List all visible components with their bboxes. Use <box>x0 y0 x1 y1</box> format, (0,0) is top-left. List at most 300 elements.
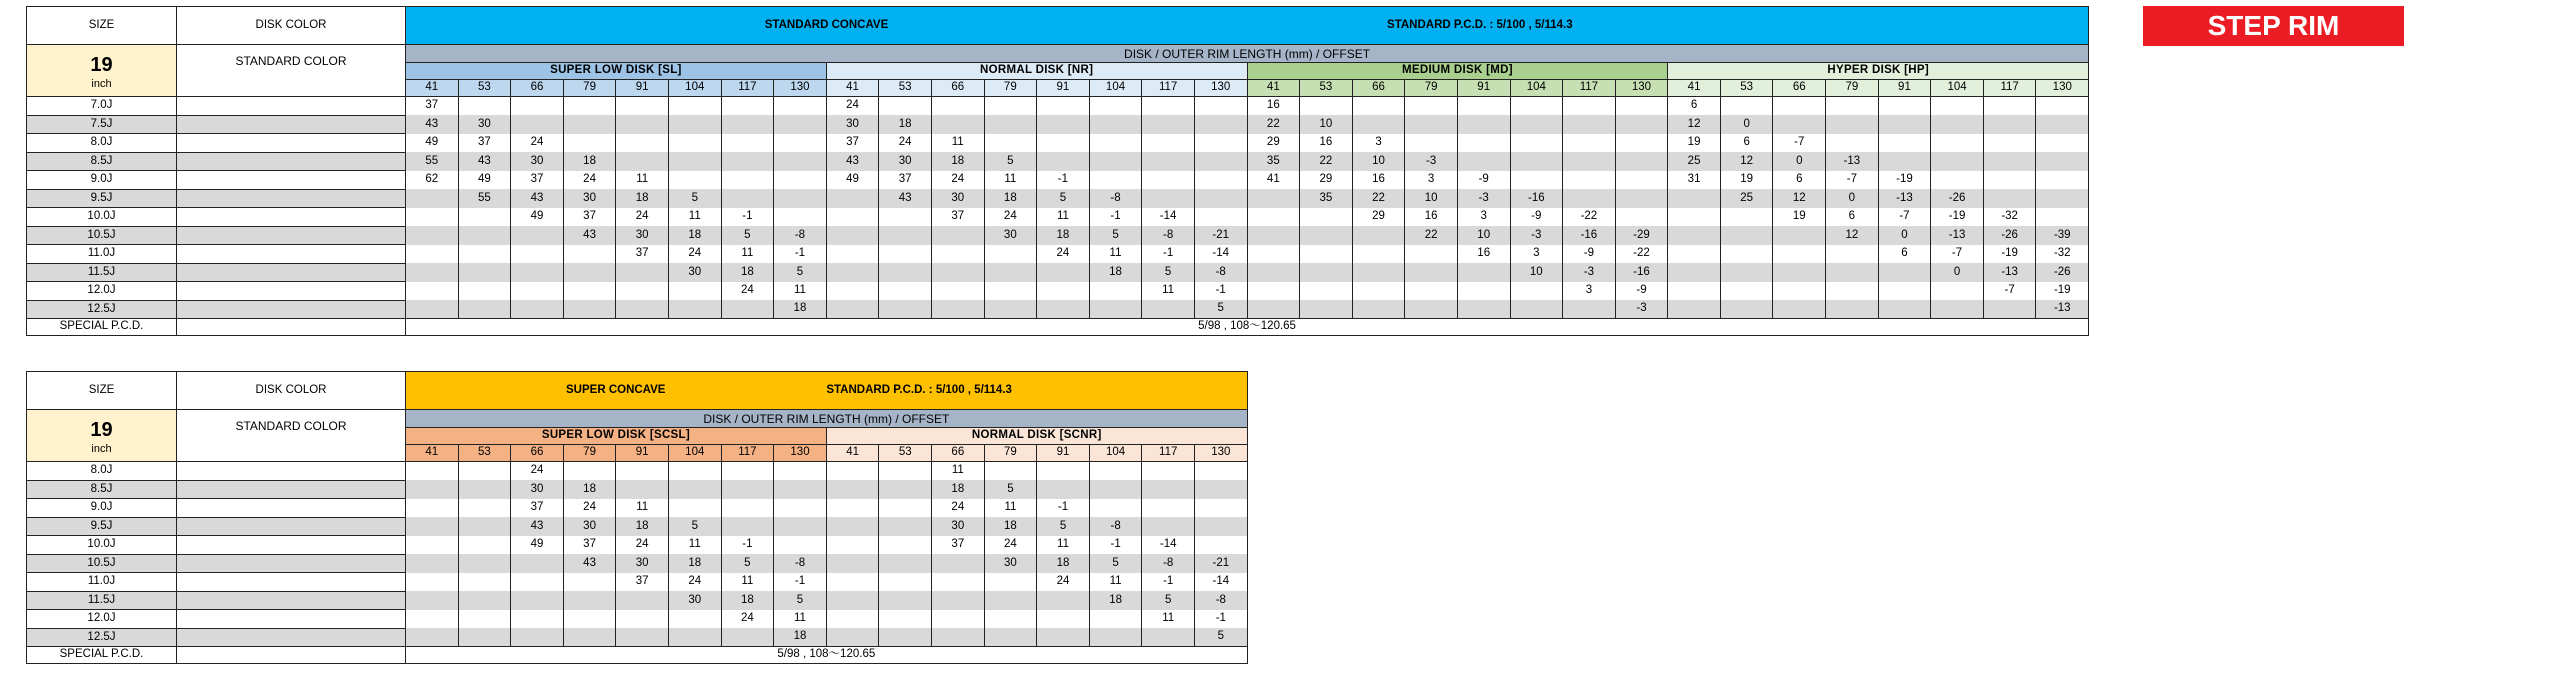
offset-value-cell <box>563 97 616 116</box>
offset-value-cell <box>721 499 774 518</box>
offset-value-cell: -9 <box>1563 245 1616 264</box>
offset-value-cell <box>879 517 932 536</box>
disk-color-cell <box>177 208 406 227</box>
rim-length-column-header: 117 <box>721 445 774 462</box>
offset-value-cell <box>406 300 459 319</box>
offset-value-cell <box>826 591 879 610</box>
offset-value-cell: 11 <box>774 610 827 629</box>
offset-value-cell <box>1720 282 1773 301</box>
offset-value-cell: 43 <box>406 115 459 134</box>
offset-value-cell <box>984 628 1037 647</box>
offset-value-cell <box>721 97 774 116</box>
disk-color-cell <box>177 152 406 171</box>
offset-value-cell: -1 <box>774 245 827 264</box>
offset-value-cell <box>879 554 932 573</box>
rim-width-label: 7.5J <box>27 115 177 134</box>
offset-value-cell: 37 <box>616 573 669 592</box>
rim-length-column-header: 130 <box>2036 80 2089 97</box>
offset-value-cell <box>511 591 564 610</box>
offset-value-cell <box>1668 226 1721 245</box>
offset-value-cell <box>984 462 1037 481</box>
offset-value-cell <box>1826 97 1879 116</box>
rim-length-column-header: 91 <box>1037 445 1090 462</box>
offset-value-cell <box>1457 300 1510 319</box>
offset-value-cell: -13 <box>1826 152 1879 171</box>
table-row <box>27 282 2089 301</box>
offset-value-cell <box>668 462 721 481</box>
offset-value-cell <box>1089 628 1142 647</box>
rim-width-label: 9.0J <box>27 171 177 190</box>
offset-value-cell: -14 <box>1142 208 1195 227</box>
offset-value-cell <box>406 226 459 245</box>
table-row <box>27 115 2089 134</box>
rim-width-label: 10.5J <box>27 226 177 245</box>
rim-length-column-header: 53 <box>879 80 932 97</box>
rim-width-label: 8.5J <box>27 152 177 171</box>
offset-value-cell: 18 <box>1037 554 1090 573</box>
offset-value-cell <box>826 300 879 319</box>
offset-value-cell <box>1089 300 1142 319</box>
offset-value-cell <box>984 300 1037 319</box>
offset-value-cell <box>406 208 459 227</box>
offset-value-cell <box>668 115 721 134</box>
offset-value-cell: 18 <box>774 300 827 319</box>
rim-length-column-header: 130 <box>1615 80 1668 97</box>
offset-value-cell <box>879 282 932 301</box>
offset-value-cell <box>616 263 669 282</box>
offset-value-cell <box>406 189 459 208</box>
offset-value-cell <box>1931 282 1984 301</box>
rim-length-column-header: 79 <box>984 80 1037 97</box>
offset-value-cell <box>1405 115 1458 134</box>
offset-value-cell <box>511 554 564 573</box>
offset-value-cell: -1 <box>1089 208 1142 227</box>
table-row <box>27 517 1248 536</box>
offset-value-cell: 6 <box>1773 171 1826 190</box>
disk-color-cell <box>177 263 406 282</box>
rim-width-label: 11.0J <box>27 245 177 264</box>
table-row <box>27 462 1248 481</box>
offset-value-cell: 35 <box>1247 152 1300 171</box>
offset-value-cell <box>2036 97 2089 116</box>
offset-value-cell <box>458 517 511 536</box>
standard-pcd-header: STANDARD P.C.D. : 5/100 , 5/114.3 <box>826 372 1247 410</box>
offset-value-cell <box>1983 134 2036 153</box>
standard-color-cell: STANDARD COLOR <box>177 45 406 97</box>
offset-value-cell <box>932 628 985 647</box>
rim-length-column-header: 130 <box>1194 80 1247 97</box>
size-label: SIZE <box>27 372 177 410</box>
offset-value-cell: 24 <box>721 282 774 301</box>
offset-value-cell <box>721 462 774 481</box>
offset-value-cell: -13 <box>1878 189 1931 208</box>
rim-length-column-header: 130 <box>774 80 827 97</box>
offset-value-cell: 18 <box>774 628 827 647</box>
offset-value-cell <box>1510 115 1563 134</box>
offset-value-cell: -1 <box>721 208 774 227</box>
concave-type-header: STANDARD CONCAVE <box>406 7 1248 45</box>
offset-value-cell <box>879 499 932 518</box>
offset-value-cell <box>774 462 827 481</box>
offset-value-cell <box>668 300 721 319</box>
offset-value-cell <box>1983 115 2036 134</box>
offset-value-cell <box>511 226 564 245</box>
offset-value-cell: -21 <box>1194 226 1247 245</box>
offset-value-cell <box>1300 208 1353 227</box>
offset-value-cell: -1 <box>1195 610 1248 629</box>
offset-value-cell <box>1457 152 1510 171</box>
offset-value-cell <box>984 282 1037 301</box>
offset-value-cell <box>1510 300 1563 319</box>
offset-value-cell <box>932 591 985 610</box>
offset-value-cell <box>616 152 669 171</box>
table-row <box>27 152 2089 171</box>
offset-value-cell: -19 <box>1983 245 2036 264</box>
offset-value-cell <box>1037 462 1090 481</box>
offset-value-cell: 29 <box>1247 134 1300 153</box>
offset-value-cell: -1 <box>1037 499 1090 518</box>
offset-value-cell <box>1352 245 1405 264</box>
offset-value-cell <box>458 97 511 116</box>
offset-value-cell <box>931 97 984 116</box>
offset-value-cell <box>668 499 721 518</box>
offset-value-cell <box>774 480 827 499</box>
offset-value-cell: 19 <box>1668 134 1721 153</box>
size-label: SIZE <box>27 7 177 45</box>
offset-value-cell <box>511 97 564 116</box>
table-row <box>27 189 2089 208</box>
offset-value-cell <box>1300 226 1353 245</box>
offset-value-cell <box>511 300 564 319</box>
disk-color-cell <box>177 226 406 245</box>
offset-value-cell: 0 <box>1931 263 1984 282</box>
offset-value-cell <box>563 282 616 301</box>
offset-value-cell <box>1826 282 1879 301</box>
offset-value-cell: 10 <box>1352 152 1405 171</box>
offset-value-cell: -7 <box>1826 171 1879 190</box>
offset-value-cell <box>1720 300 1773 319</box>
rim-length-column-header: 104 <box>668 80 721 97</box>
offset-value-cell: 30 <box>879 152 932 171</box>
offset-value-cell: -26 <box>2036 263 2089 282</box>
special-pcd-label: SPECIAL P.C.D. <box>27 647 177 664</box>
special-pcd-value: 5/98 , 108～120.65 <box>406 647 1248 664</box>
standard-pcd-header: STANDARD P.C.D. : 5/100 , 5/114.3 <box>1247 7 2089 45</box>
offset-value-cell <box>879 300 932 319</box>
offset-value-cell: 22 <box>1352 189 1405 208</box>
offset-value-cell: 37 <box>932 536 985 555</box>
offset-value-cell <box>616 282 669 301</box>
offset-value-cell <box>774 134 827 153</box>
offset-value-cell <box>2036 208 2089 227</box>
offset-value-cell: 18 <box>563 480 616 499</box>
offset-value-cell <box>1037 591 1090 610</box>
offset-value-cell <box>826 573 879 592</box>
rim-length-column-header: 117 <box>1563 80 1616 97</box>
offset-value-cell <box>721 300 774 319</box>
offset-value-cell: -8 <box>1089 189 1142 208</box>
offset-value-cell <box>1247 245 1300 264</box>
rim-length-column-header: 41 <box>1247 80 1300 97</box>
rim-length-column-header: 91 <box>1457 80 1510 97</box>
offset-value-cell: 11 <box>668 536 721 555</box>
offset-value-cell: 37 <box>511 171 564 190</box>
offset-value-cell <box>1300 245 1353 264</box>
table-row <box>27 536 1248 555</box>
offset-value-cell <box>668 282 721 301</box>
offset-value-cell: 3 <box>1352 134 1405 153</box>
offset-value-cell: 29 <box>1300 171 1353 190</box>
offset-value-cell <box>826 208 879 227</box>
rim-width-label: 11.5J <box>27 263 177 282</box>
offset-value-cell: 24 <box>511 462 564 481</box>
offset-value-cell: -19 <box>1931 208 1984 227</box>
rim-width-label: 7.0J <box>27 97 177 116</box>
offset-value-cell: 11 <box>1037 536 1090 555</box>
offset-value-cell <box>1089 610 1142 629</box>
disk-color-cell <box>177 610 406 629</box>
offset-value-cell: 3 <box>1405 171 1458 190</box>
offset-value-cell <box>458 208 511 227</box>
offset-value-cell: 5 <box>1142 591 1195 610</box>
table-row <box>27 610 1248 629</box>
offset-value-cell: -7 <box>1931 245 1984 264</box>
offset-value-cell <box>1194 171 1247 190</box>
offset-value-cell: 24 <box>984 208 1037 227</box>
offset-value-cell <box>563 115 616 134</box>
offset-value-cell: 30 <box>668 591 721 610</box>
offset-value-cell: 24 <box>616 536 669 555</box>
offset-value-cell: 30 <box>932 517 985 536</box>
offset-value-cell: 6 <box>1878 245 1931 264</box>
offset-value-cell <box>1615 171 1668 190</box>
offset-value-cell <box>1457 282 1510 301</box>
offset-value-cell <box>879 97 932 116</box>
offset-value-cell <box>774 189 827 208</box>
offset-value-cell <box>984 97 1037 116</box>
offset-value-cell <box>616 300 669 319</box>
offset-value-cell <box>721 517 774 536</box>
offset-value-cell: 30 <box>563 189 616 208</box>
offset-value-cell <box>774 152 827 171</box>
special-pcd-color-cell <box>177 319 406 336</box>
offset-value-cell: 11 <box>932 462 985 481</box>
disk-color-cell <box>177 134 406 153</box>
size-value: 19 <box>90 54 113 76</box>
offset-value-cell: -21 <box>1195 554 1248 573</box>
offset-value-cell: -1 <box>1142 573 1195 592</box>
offset-value-cell <box>879 208 932 227</box>
offset-value-cell: 30 <box>563 517 616 536</box>
offset-value-cell <box>1037 134 1090 153</box>
offset-value-cell: 19 <box>1720 171 1773 190</box>
rim-width-label: 9.5J <box>27 189 177 208</box>
offset-value-cell: 18 <box>616 189 669 208</box>
offset-value-cell <box>2036 115 2089 134</box>
offset-value-cell <box>1615 115 1668 134</box>
offset-value-cell <box>1773 226 1826 245</box>
offset-value-cell <box>984 134 1037 153</box>
offset-value-cell <box>1720 97 1773 116</box>
offset-value-cell <box>458 300 511 319</box>
offset-value-cell: 5 <box>984 480 1037 499</box>
offset-value-cell: -7 <box>1878 208 1931 227</box>
offset-value-cell: -9 <box>1510 208 1563 227</box>
offset-value-cell: 6 <box>1668 97 1721 116</box>
offset-value-cell <box>1878 282 1931 301</box>
offset-value-cell <box>668 628 721 647</box>
rim-length-column-header: 79 <box>1405 80 1458 97</box>
offset-value-cell: -13 <box>2036 300 2089 319</box>
offset-value-cell: 10 <box>1457 226 1510 245</box>
offset-value-cell: 43 <box>563 554 616 573</box>
offset-value-cell: 16 <box>1457 245 1510 264</box>
offset-value-cell: -16 <box>1563 226 1616 245</box>
disk-group-header: NORMAL DISK [NR] <box>826 63 1247 80</box>
offset-value-cell <box>406 573 459 592</box>
offset-value-cell: 37 <box>826 134 879 153</box>
rim-width-label: 11.0J <box>27 573 177 592</box>
offset-value-cell <box>1563 97 1616 116</box>
offset-value-cell <box>458 628 511 647</box>
offset-value-cell: 24 <box>826 97 879 116</box>
offset-value-cell <box>458 499 511 518</box>
offset-value-cell <box>2036 134 2089 153</box>
rim-length-column-header: 79 <box>563 80 616 97</box>
offset-value-cell <box>1720 208 1773 227</box>
offset-value-cell: 29 <box>1352 208 1405 227</box>
offset-value-cell: 24 <box>668 245 721 264</box>
rim-length-column-header: 66 <box>1773 80 1826 97</box>
offset-value-cell <box>1510 171 1563 190</box>
disk-color-cell <box>177 573 406 592</box>
offset-value-cell <box>931 245 984 264</box>
offset-value-cell: 62 <box>406 171 459 190</box>
rim-length-column-header: 130 <box>774 445 827 462</box>
table-row <box>27 263 2089 282</box>
offset-value-cell <box>1931 300 1984 319</box>
offset-value-cell <box>1142 97 1195 116</box>
offset-value-cell <box>984 115 1037 134</box>
offset-value-cell: 30 <box>931 189 984 208</box>
offset-value-cell <box>406 263 459 282</box>
table-row <box>27 97 2089 116</box>
offset-value-cell <box>511 573 564 592</box>
offset-value-cell <box>774 499 827 518</box>
offset-value-cell: 24 <box>616 208 669 227</box>
offset-value-cell <box>931 263 984 282</box>
disk-color-cell <box>177 591 406 610</box>
offset-value-cell <box>1720 263 1773 282</box>
offset-value-cell <box>1352 282 1405 301</box>
offset-value-cell: -9 <box>1615 282 1668 301</box>
offset-value-cell: -13 <box>1983 263 2036 282</box>
offset-value-cell: 18 <box>668 554 721 573</box>
offset-value-cell: 18 <box>1089 263 1142 282</box>
offset-value-cell: 11 <box>984 499 1037 518</box>
offset-value-cell <box>406 554 459 573</box>
offset-value-cell <box>826 536 879 555</box>
offset-value-cell <box>1089 171 1142 190</box>
rim-length-column-header: 66 <box>931 80 984 97</box>
offset-value-cell <box>1352 263 1405 282</box>
offset-value-cell: -14 <box>1142 536 1195 555</box>
offset-value-cell: 24 <box>931 171 984 190</box>
offset-value-cell: -8 <box>1089 517 1142 536</box>
offset-value-cell <box>1668 263 1721 282</box>
offset-value-cell <box>563 591 616 610</box>
offset-value-cell <box>932 554 985 573</box>
table-row <box>27 499 1248 518</box>
rim-width-label: 12.0J <box>27 282 177 301</box>
offset-value-cell: 24 <box>721 610 774 629</box>
offset-value-cell: 0 <box>1773 152 1826 171</box>
offset-value-cell: 10 <box>1405 189 1458 208</box>
offset-value-cell <box>1194 115 1247 134</box>
offset-value-cell <box>616 628 669 647</box>
offset-value-cell <box>511 282 564 301</box>
offset-value-cell: -8 <box>1142 226 1195 245</box>
offset-value-cell: -26 <box>1983 226 2036 245</box>
size-unit: inch <box>91 443 112 455</box>
offset-value-cell: 18 <box>721 263 774 282</box>
disk-color-cell <box>177 554 406 573</box>
offset-value-cell <box>1720 245 1773 264</box>
offset-value-cell: 37 <box>563 536 616 555</box>
rim-length-column-header: 104 <box>668 445 721 462</box>
table-row <box>27 134 2089 153</box>
offset-value-cell <box>721 171 774 190</box>
offset-value-cell: -22 <box>1563 208 1616 227</box>
offset-value-cell: -1 <box>774 573 827 592</box>
offset-value-cell <box>1773 97 1826 116</box>
offset-value-cell: 30 <box>616 554 669 573</box>
offset-value-cell <box>1089 462 1142 481</box>
step-rim-banner: STEP RIM <box>2143 6 2404 46</box>
offset-value-cell: 19 <box>1773 208 1826 227</box>
offset-value-cell <box>1668 189 1721 208</box>
offset-value-cell <box>721 189 774 208</box>
offset-value-cell: 5 <box>1142 263 1195 282</box>
rim-length-column-header: 79 <box>563 445 616 462</box>
offset-value-cell <box>879 245 932 264</box>
offset-value-cell <box>458 245 511 264</box>
offset-value-cell: 16 <box>1405 208 1458 227</box>
offset-value-cell: 18 <box>616 517 669 536</box>
offset-value-cell <box>1194 134 1247 153</box>
offset-value-cell: -8 <box>1194 263 1247 282</box>
offset-value-cell: 5 <box>1037 189 1090 208</box>
table-row <box>27 628 1248 647</box>
offset-value-cell: 24 <box>984 536 1037 555</box>
offset-value-cell <box>458 573 511 592</box>
offset-value-cell: 18 <box>1089 591 1142 610</box>
offset-value-cell <box>1773 115 1826 134</box>
table-row <box>27 226 2089 245</box>
offset-value-cell: 30 <box>458 115 511 134</box>
disk-color-cell <box>177 517 406 536</box>
offset-value-cell: 24 <box>932 499 985 518</box>
offset-value-cell <box>1878 152 1931 171</box>
rim-length-column-header: 117 <box>721 80 774 97</box>
offset-value-cell <box>1563 115 1616 134</box>
offset-value-cell: 5 <box>1194 300 1247 319</box>
offset-value-cell <box>774 536 827 555</box>
offset-value-cell <box>1563 300 1616 319</box>
offset-value-cell: 12 <box>1773 189 1826 208</box>
offset-value-cell <box>1300 282 1353 301</box>
offset-value-cell <box>1142 152 1195 171</box>
